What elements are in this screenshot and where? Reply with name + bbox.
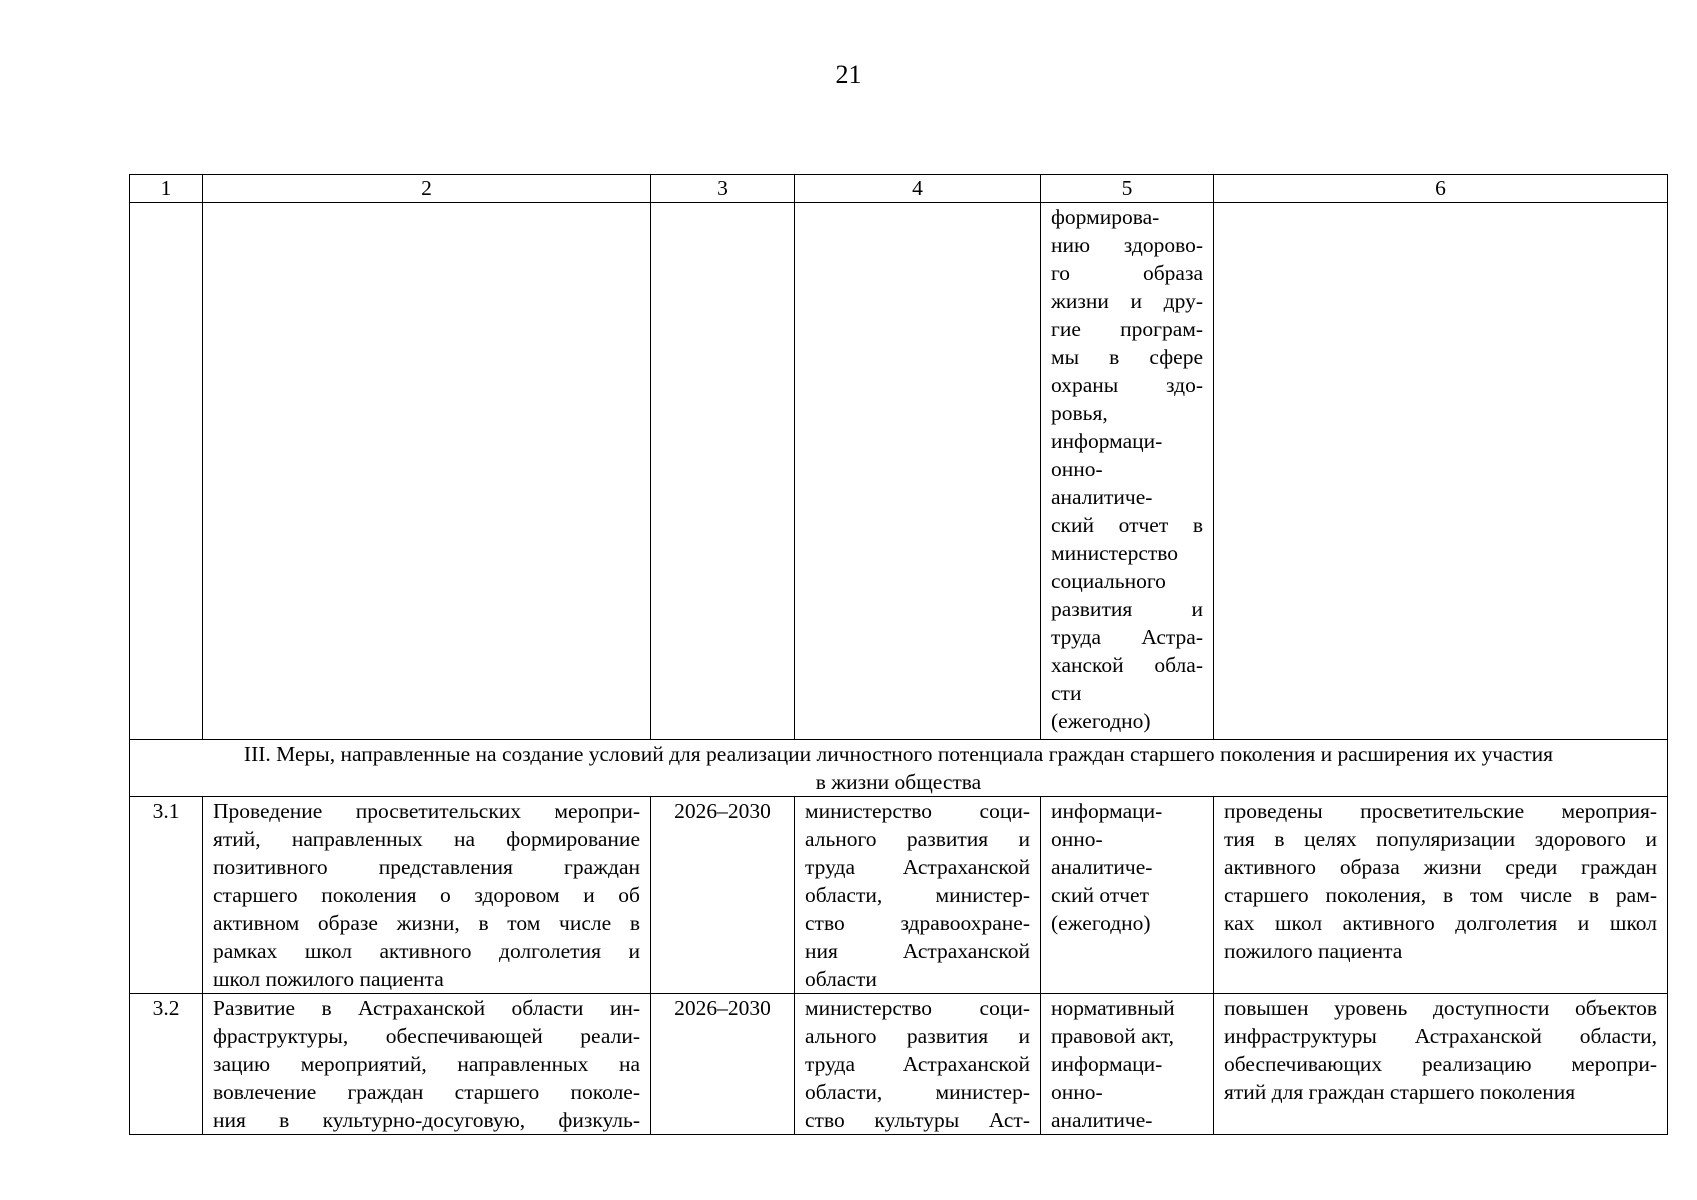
measures-table bbox=[129, 174, 1668, 1135]
column-header-1: 1 bbox=[130, 175, 203, 203]
text-line: ский отчет bbox=[1051, 883, 1149, 907]
text-line: рамках школ активного долголетия и bbox=[213, 939, 640, 963]
text-line: вовлечение граждан старшего поколе- bbox=[213, 1080, 640, 1104]
cell-empty bbox=[203, 203, 651, 740]
text-line: ния Астраханской bbox=[805, 939, 1030, 963]
text-line: онно- bbox=[1051, 457, 1103, 481]
result-cell bbox=[1214, 994, 1668, 1135]
text-line: гие програм- bbox=[1051, 317, 1203, 341]
result-cell bbox=[1214, 797, 1668, 994]
text-line: ский отчет в bbox=[1051, 513, 1203, 537]
row-number: 3.1 bbox=[130, 797, 203, 994]
text-line: области bbox=[805, 967, 877, 991]
text-line: информаци- bbox=[1051, 799, 1163, 823]
column-header-3: 3 bbox=[651, 175, 795, 203]
text-line: информаци- bbox=[1051, 429, 1163, 453]
text-line: активном образе жизни, в том числе в bbox=[213, 911, 640, 935]
text-line: аналитиче- bbox=[1051, 1108, 1153, 1132]
text-line: ального развития и bbox=[805, 1024, 1030, 1048]
measure-cell bbox=[203, 797, 651, 994]
text-line: министерство соци- bbox=[805, 996, 1030, 1020]
column-header-6: 6 bbox=[1214, 175, 1668, 203]
text-line: ство культуры Аст- bbox=[805, 1108, 1030, 1132]
text-line: труда Астра- bbox=[1051, 625, 1203, 649]
text-line: информаци- bbox=[1051, 1052, 1163, 1076]
table-row-continuation bbox=[130, 203, 1668, 740]
cell-empty bbox=[795, 203, 1041, 740]
text-line: ального развития и bbox=[805, 827, 1030, 851]
text-line: ханской обла- bbox=[1051, 653, 1203, 677]
text-line: Развитие в Астраханской области ин- bbox=[213, 996, 640, 1020]
document-cell bbox=[1041, 797, 1214, 994]
text-line: министерство bbox=[1051, 541, 1179, 565]
text-line: школ пожилого пациента bbox=[213, 967, 444, 991]
text-line: мы в сфере bbox=[1051, 345, 1203, 369]
text-line: фраструктуры, обеспечивающей реали- bbox=[213, 1024, 640, 1048]
text-line: позитивного представления граждан bbox=[213, 855, 640, 879]
text-line: ровья, bbox=[1051, 401, 1108, 425]
text-line: тия в целях популяризации здорового и bbox=[1224, 827, 1657, 851]
text-line: зацию мероприятий, направленных на bbox=[213, 1052, 640, 1076]
executor-cell bbox=[795, 797, 1041, 994]
text-line: социального bbox=[1051, 569, 1166, 593]
text-line: нию здорово- bbox=[1051, 233, 1203, 257]
text-line: онно- bbox=[1051, 1080, 1103, 1104]
column-header-4: 4 bbox=[795, 175, 1041, 203]
text-line: труда Астраханской bbox=[805, 855, 1030, 879]
cell-empty bbox=[651, 203, 795, 740]
text-line: нормативный bbox=[1051, 996, 1175, 1020]
row-number: 3.2 bbox=[130, 994, 203, 1135]
table-row bbox=[130, 797, 1668, 994]
section-heading-line: в жизни общества bbox=[815, 770, 982, 794]
text-line: труда Астраханской bbox=[805, 1052, 1030, 1076]
text-line: жизни и дру- bbox=[1051, 289, 1203, 313]
text-line: аналитиче- bbox=[1051, 485, 1153, 509]
text-line: охраны здо- bbox=[1051, 373, 1203, 397]
section-heading-line: III. Меры, направленные на создание условий для реализации личностного потенциала граждан старшего поколения и расширения их участия bbox=[243, 742, 1554, 766]
period-cell: 2026–2030 bbox=[651, 994, 795, 1135]
page-number: 21 bbox=[835, 60, 862, 89]
section-heading-row bbox=[130, 740, 1668, 797]
text-line: ство здравоохране- bbox=[805, 911, 1030, 935]
text-line: области, министер- bbox=[805, 1080, 1030, 1104]
measure-cell bbox=[203, 994, 651, 1135]
executor-cell bbox=[795, 994, 1041, 1135]
text-line: ятий для граждан старшего поколения bbox=[1224, 1080, 1576, 1104]
cell-empty bbox=[130, 203, 203, 740]
text-line: (ежегодно) bbox=[1051, 911, 1151, 935]
text-line: пожилого пациента bbox=[1224, 939, 1403, 963]
text-line: (ежегодно) bbox=[1051, 709, 1151, 733]
text-line: го образа bbox=[1051, 261, 1203, 285]
text-line: проведены просветительские мероприя- bbox=[1224, 799, 1657, 823]
cell-empty bbox=[1214, 203, 1668, 740]
text-line: правовой акт, bbox=[1051, 1024, 1175, 1048]
text-line: онно- bbox=[1051, 827, 1103, 851]
document-cell bbox=[1041, 994, 1214, 1135]
table-header-row bbox=[130, 175, 1668, 203]
text-line: области, министер- bbox=[805, 883, 1030, 907]
text-line: инфраструктуры Астраханской области, bbox=[1224, 1024, 1657, 1048]
text-line: Проведение просветительских меропри- bbox=[213, 799, 640, 823]
text-line: старшего поколения, в том числе в рам- bbox=[1224, 883, 1657, 907]
text-line: ках школ активного долголетия и школ bbox=[1224, 911, 1657, 935]
text-line: ятий, направленных на формирование bbox=[213, 827, 640, 851]
column-header-5: 5 bbox=[1041, 175, 1214, 203]
period-cell: 2026–2030 bbox=[651, 797, 795, 994]
text-line: старшего поколения о здоровом и об bbox=[213, 883, 640, 907]
text-line: формирова- bbox=[1051, 205, 1160, 229]
text-line: министерство соци- bbox=[805, 799, 1030, 823]
text-line: аналитиче- bbox=[1051, 855, 1153, 879]
section-heading bbox=[130, 740, 1668, 797]
column-header-2: 2 bbox=[203, 175, 651, 203]
text-line: активного образа жизни среди граждан bbox=[1224, 855, 1657, 879]
text-line: сти bbox=[1051, 681, 1082, 705]
text-line: обеспечивающих реализацию меропри- bbox=[1224, 1052, 1657, 1076]
text-line: повышен уровень доступности объектов bbox=[1224, 996, 1657, 1020]
continuation-document-cell bbox=[1041, 203, 1214, 740]
text-line: развития и bbox=[1051, 597, 1203, 621]
table-row bbox=[130, 994, 1668, 1135]
text-line: ния в культурно-досуговую, физкуль- bbox=[213, 1108, 640, 1132]
